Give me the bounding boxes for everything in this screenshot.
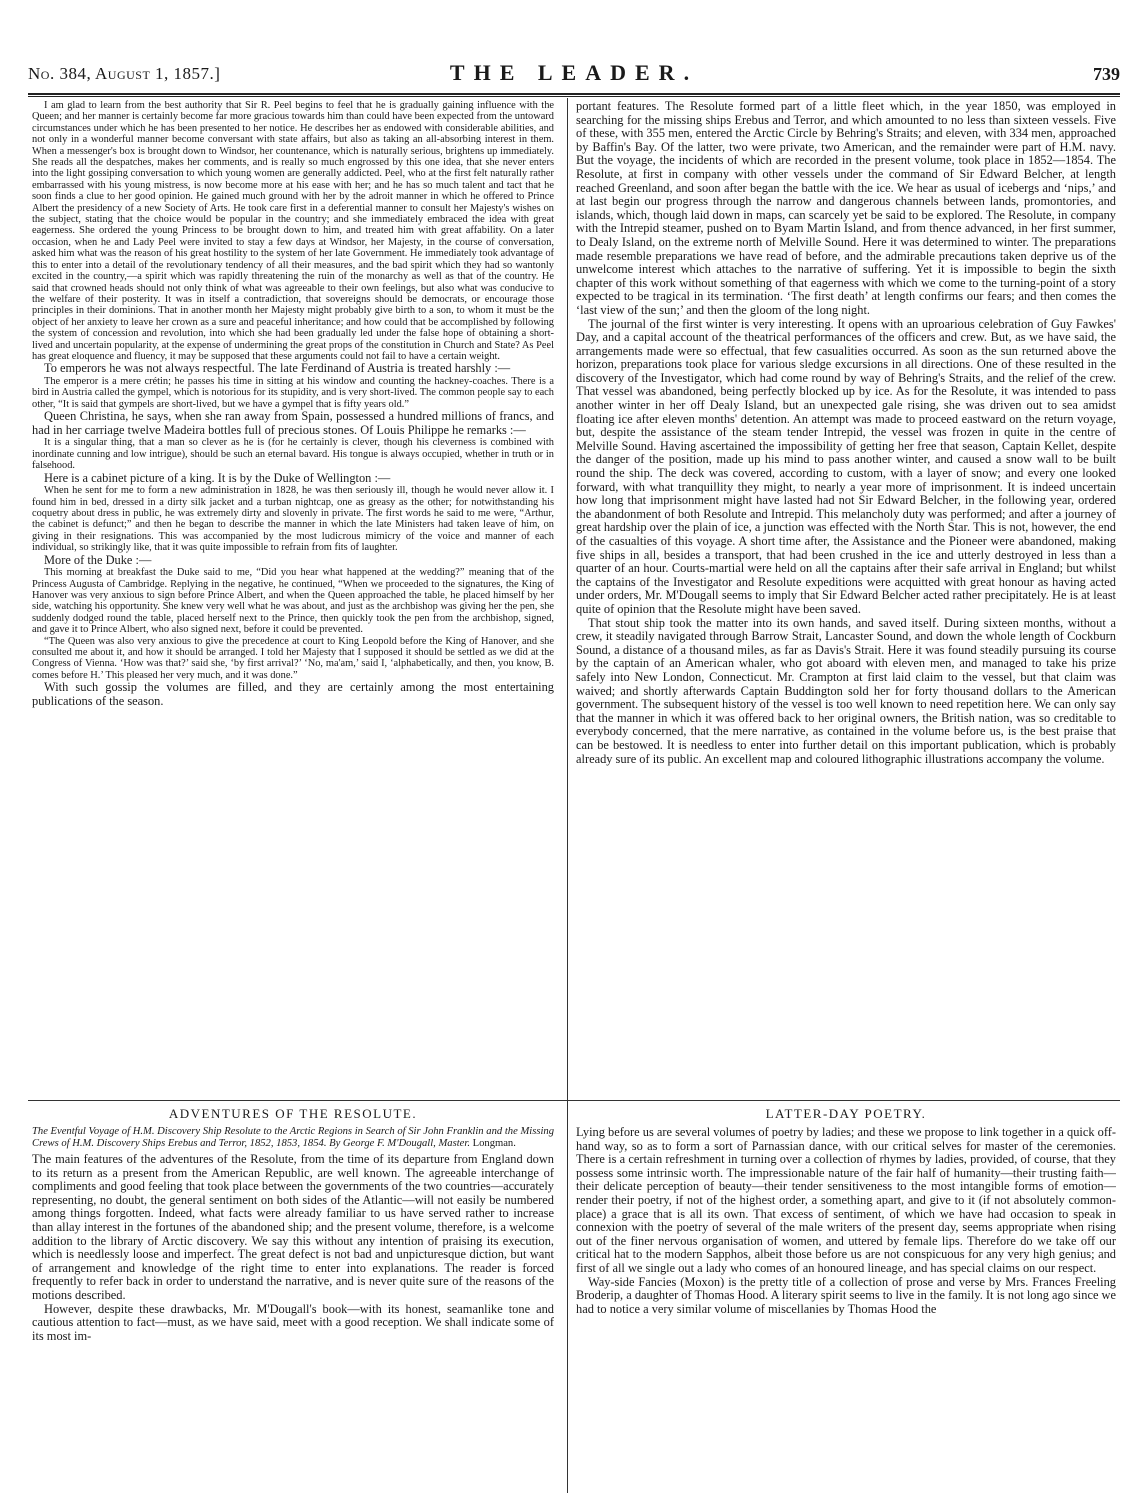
article-subtitle — [32, 1126, 554, 1150]
memoir-closing-paragraph: With such gossip the volumes are filled, and they are certainly among the most entertaining publications of the season. — [32, 680, 554, 708]
right-column-resolute-continued — [576, 100, 1116, 1095]
article-heading: ADVENTURES OF THE RESOLUTE. — [168, 1106, 418, 1121]
column-divider — [567, 98, 568, 1493]
memoir-quote-wedding: This morning at breakfast the Duke said to me, “Did you hear what happened at the wedding?” meaning that of the Princess Augusta of Cambridge. Replying in the negative, he continued, “When we proceeded to the signatures, the King of Hanover was very anxious to sign before Prince Albert, and when the Queen approached the table, he placed himself by her side, watching his opportunity. She knew very well what he was about, and just as the archbishop was giving her the pen, she suddenly dodged round the table, placed herself next to the Prince, then quickly took the pen from the archbishop, signed, and gave it to Prince Albert, who also signed next, before it could be prevented. — [32, 567, 554, 636]
issue-date: No. 384, August 1, 1857.] — [28, 64, 221, 83]
memoir-paragraph-christina: Queen Christina, he says, when she ran away from Spain, possessed a hundred millions of francs, and had in her carriage twelve Madeira bottles full of precious stones. Of Louis Philippe he remarks :— — [32, 409, 554, 437]
resolute-paragraph-1: portant features. The Resolute formed part of a little fleet which, in the year 1850, was employed in searching for the missing ships Erebus and Terror, and which amounted to no less than sixteen vessels. Five of these, with 355 men, entered the Arctic Circle by Behring's Straits; and eleven, with 334 men, approached by Baffin's Bay. Of the latter, two were private, two American, and the remainder were part of H.M. navy. But the voyage, the incidents of which are recorded in the present volume, took place in 1852—1854. The Resolute, at first in company with other vessels under the command of Sir Edward Belcher, at length reached Greenland, and soon after began the battle with the ice. We hear as usual of icebergs and ‘nips,’ and at last begin our progress through the narrow and dangerous channels between lands, promontories, and islands, which, though laid down in maps, can scarcely yet be said to be explored. The Resolute, in company with the Intrepid steamer, pushed on to Byam Martin Island, and from thence advanced, in her first summer, to Dealy Island, on the extreme north of Melville Sound. Here it was determined to winter. The preparations made resemble preparations we have read of before, and the admirable precautions taken deprive us of the unwelcome interest which attaches to the narrative of suffering. Yet it is impossible to begin the sixth chapter of this work without something of that eagerness with which we come to the turning-point of a story expected to be tragical in its termination. ‘The first death’ at length confirms our fears; and then comes the ‘last view of the sun;’ and then the gloom of the long night. — [576, 100, 1116, 317]
memoir-paragraph-cabinet: Here is a cabinet picture of a king. It is by the Duke of Wellington :— — [44, 470, 391, 485]
memoir-paragraph-1: I am glad to learn from the best authority that Sir R. Peel begins to feel that he is gradually gaining influence with the Queen; and her manner is certainly become far more gracious towards him than could have been expected from the untoward circumstances under which he has been presented to her notice. He describes her as endowed with considerable abilities, and not only in a wonderful manner become conversant with state affairs, but also as taking an all-absorbing interest in them. When a messenger's box is brought down to Windsor, her countenance, which is naturally serious, brightens up immediately. She reads all the despatches, makes her comments, and is really so much engrossed by this one idea, that she never enters into the light gossiping conversation to which young women are generally addicted. Peel, who at the first felt naturally rather embarrassed with his young mistress, is now become more at his ease with her; and he has so much talent and tact that he soon finds a clue to her good opinion. He gained much ground with her by the adroit manner in which he offered to Prince Albert the presidency of a new Society of Arts. He took care first in a deferential manner to consult her Majesty's wishes on the subject, stating that the choice would be popular in the country; and she immediately embraced the idea with great eagerness. She ordered the young Princess to be brought down to him, and treated him with great affability. On a later occasion, when he and Lady Peel were invited to stay a few days at Windsor, her Majesty, in the course of conversation, asked him what was the reason of his great hostility to the system of her late Government. He immediately took advantage of this to enter into a detail of the revolutionary tendency of all their measures, and the bad spirit which they had so wantonly excited in the country,—a spirit which was rapidly threatening the ruin of the monarchy as well as that of the country. He said that crowned heads should not only think of what was agreeable to their own feelings, but also what was conducive to the welfare of their posterity. It was in itself a contradiction, that sovereigns should be democrats, or encourage those principles in their dominions. That in another month her Majesty might probably give birth to a son, to whom it must be the object of her anxiety to leave her crown as a sure and peaceful inheritance; and how could that be accomplished by following the system of concession and revolution, into which she had been gradually led under the false hope of obtaining a short-lived and uncertain popularity, at the expense of undermining the great props of the constitution in Church and State? As Peel has great eloquence and fluency, it may be supposed that these arguments could not fail to have a certain weight. — [32, 100, 554, 362]
publisher: Longman. — [472, 1138, 516, 1149]
masthead-rule — [28, 93, 1120, 95]
book-title: The Eventful Voyage of H.M. Discovery Ship Resolute to the Arctic Regions in Search of Sir John Franklin and the Missing Crews of H.M. Discovery Ships Erebus and Terror, 1852, 1853, 1854. By George F. M'Dougall, Master. — [32, 1126, 554, 1149]
article-heading: LATTER-DAY POETRY. — [765, 1106, 927, 1121]
poetry-paragraph-2: Way-side Fancies (Moxon) is the pretty title of a collection of prose and verse by Mrs. Frances Freeling Broderip, a daughter of Thomas Hood. A literary spirit seems to live in the family. It is not long ago since we had to notice a very similar volume of miscellanies by Thomas Hood the — [576, 1274, 1116, 1316]
latter-day-poetry-article — [576, 1106, 1116, 1498]
memoir-paragraph-2: To emperors he was not always respectful. The late Ferdinand of Austria is treated harshly :— — [44, 361, 511, 376]
adventures-paragraph-1: The main features of the adventures of the Resolute, from the time of its departure from England down to its return as a present from the American Republic, are well known. The agreeable interchange of compliments and good feeling that took place between the governments of the two countries—accurately representing, no doubt, the general sentiment on both sides of the Atlantic—will not easily be numbered among things forgotten. Indeed, what facts were already familiar to us have served rather to increase than allay interest in the fortunes of the abandoned ship; and the present volume, therefore, is a welcome addition to the library of Arctic discovery. We say this without any intention of praising its execution, which is needlessly loose and imperfect. The great defect is not bad and unpicturesque diction, but want of arrangement and knowledge of the right time to enter into explanations. The reader is forced frequently to refer back in order to understand the narrative, and is never quite sure of the reasons of the motions described. — [32, 1152, 554, 1302]
poetry-paragraph-1: Lying before us are several volumes of poetry by ladies; and these we propose to link together in a quick off-hand way, so as to form a sort of Parnassian dance, with our critical selves for master of the ceremonies. There is a certain refreshment in turning over a collection of rhymes by ladies, provided, of course, that they possess some intrinsic worth. The impressionable nature of the fair half of humanity—their trusting faith—their delicate perception of beauty—their tender sensitiveness to the most intangible forms of emotion—render their poetry, if not of the highest order, a something apart, and give to it (if not absolutely common-place) a grace that is all its own. That excess of sentiment, of which we have had occasion to speak in connexion with the poetry of several of the male writers of the present day, seems appropriate when rising out of the finer nervous organisation of women, and uttered by female lips. Therefore do we take off our critical hat to the modern Sapphos, albeit those before us are not conspicuous for any very high genius; and first of all we single out a lady who comes of an honoured lineage, and has special claims on our respect. — [576, 1125, 1116, 1275]
section-divider — [28, 1100, 1120, 1101]
resolute-paragraph-3: That stout ship took the matter into its own hands, and saved itself. During sixteen months, without a crew, it steadily navigated through Barrow Strait, Lancaster Sound, and down the whole length of Cockburn Sound, a distance of a thousand miles, as far as Davis's Strait. Here it was found steadily pursuing its course by the captain of an American whaler, who got aboard with eleven men, and managed to take his prize safely into New London, Connecticut. Mr. Crampton at first laid claim to the vessel, but that claim was waived; and shortly afterwards Captain Buddington sold her for forty thousand dollars to the American government. The subsequent history of the vessel is too well known to need repetition here. We can only say that the manner in which it was offered back to her original owners, the British nation, was so creditable to everybody concerned, that the mere narrative, as contained in the volume before us, is the best praise that can be bestowed. It is needless to enter into further detail on this important publication, which is probably already sure of its public. An excellent map and coloured lithographic illustrations accompany the volume. — [576, 615, 1116, 766]
resolute-paragraph-2: The journal of the first winter is very interesting. It opens with an uproarious celebration of Guy Fawkes' Day, and a capital account of the theatrical performances of the officers and crew. But, as we have said, the arrangements made were so effectual, that few casualities occurred. As soon as the sun returned above the horizon, preparations took place for various sledge excursions in all directions. One of these resulted in the discovery of the Investigator, which had come round by way of Behring's Straits, and the relief of the crew. That vessel was abandoned, being perfectly blocked up by ice. As for the Resolute, it was intended to pass another winter in her off Dealy Island, but an unexpected gale rising, she was driven out to sea amidst floating ice after eleven months' detention. An attempt was made to proceed eastward on the return voyage, but, despite the assistance of the steam tender Intrepid, the vessel was frozen in quite in the centre of Melville Sound. Having ascertained the impossibility of getting her free that season, Captain Kellet, despite the danger of the position, made up his mind to pass another winter, and caused a snow wall to be built round the ship. The deck was covered, according to custom, with a layer of snow; and every one looked forward, with what tranquillity they might, to nearly a year more of imprisonment. It is indeed uncertain how long that imprisonment might have lasted had not Sir Edward Belcher, in the following year, ordered the abandonment of both Resolute and Intrepid. This melancholy duty was performed; and after a journey of great hardship over the plain of ice, a junction was effected with the North Star. This is not, however, the end of the casualties of this voyage. A short time after, the Assistance and the Pioneer were abandoned, making five ships in all, besides a transport, that had been crushed in the ice and utterly destroyed in less than a quarter of an hour. Courts-martial were held on all the captains after their safe arrival in England; but whilst the captains of the Investigator and Resolute expeditions were acquitted with great honour as having acted under orders, Mr. M'Dougall seems to imply that Sir Edward Belcher acted rather precipitately. He is at least quite of opinion that the Resolute might have been saved. — [576, 316, 1116, 616]
memoir-quote-wellington: When he sent for me to form a new administration in 1828, he was then seriously ill, though he would never allow it. I found him in bed, dressed in a dirty silk jacket and a turban nightcap, one as greasy as the other; for notwithstanding his coquetry about dress in public, he was extremely dirty and slovenly in private. The first words he said to me were, “Arthur, the cabinet is defunct;” and then he began to describe the manner in which the late Ministers had taken leave of him, on giving in their resignations. This was accompanied by the most ludicrous mimicry of the voice and manner of each individual, so strikingly like, that it was quite impossible to refrain from fits of laughter. — [32, 485, 554, 554]
page-number: 739 — [1093, 64, 1120, 84]
memoir-paragraph-duke: More of the Duke :— — [44, 552, 152, 567]
adventures-paragraph-2: However, despite these drawbacks, Mr. M'Dougall's book—with its honest, seamanlike tone and cautious attention to fact—must, as we have said, meet with a good reception. We shall indicate some of its most im- — [32, 1301, 554, 1343]
adventures-of-the-resolute-article — [32, 1106, 554, 1498]
memoir-quote-precedence: “The Queen was also very anxious to give the precedence at court to King Leopold before the King of Hanover, and she consulted me about it, and how it should be arranged. I told her Majesty that I supposed it should be settled as we did at the Congress of Vienna. ‘How was that?’ said she, ‘by first arrival?’ ‘No, ma'am,’ said I, ‘alphabetically, and then, you know, B. comes before H.’ This pleased her very much, and it was done.” — [32, 635, 554, 681]
masthead — [28, 60, 1120, 90]
masthead-rule-thin — [28, 96, 1120, 97]
newspaper-title: THE LEADER. — [449, 60, 699, 85]
left-column-memoir — [32, 100, 554, 1095]
memoir-quote-emperor: The emperor is a mere crétin; he passes his time in sitting at his window and counting the hackney-coaches. There is a bird in Austria called the gympel, which is notorious for its stupidity, and is very short-lived. The common people say to each other, “It is said that gympels are short-lived, but we have a gympel that is fifty years old.” — [32, 375, 554, 410]
memoir-quote-louis-philippe: It is a singular thing, that a man so clever as he is (for he certainly is clever, though his cleverness is combined with inordinate cunning and low intrigue), should be such an eternal bavard. His tongue is always occupied, whether in truth or in falsehood. — [32, 437, 554, 472]
